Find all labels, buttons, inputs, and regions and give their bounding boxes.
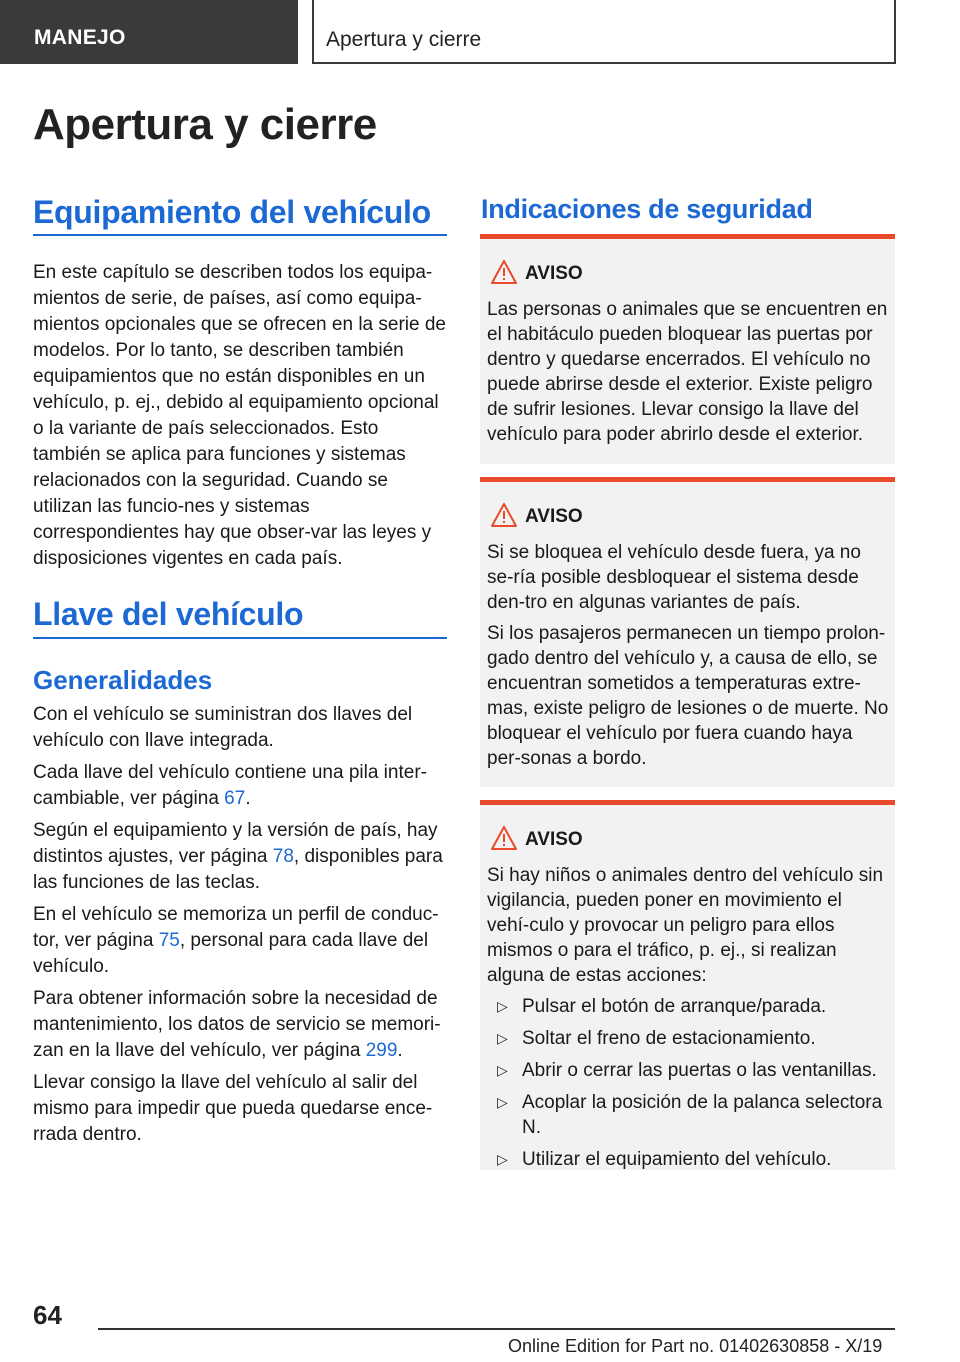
warning-body <box>487 863 889 1179</box>
header-title-label: Apertura y cierre <box>326 28 482 51</box>
warning-box-3 <box>480 800 895 1170</box>
heading-equipment-rule <box>33 234 447 236</box>
warning-body <box>487 297 889 453</box>
heading-safety: Indicaciones de seguridad <box>481 194 813 224</box>
header-section-tab <box>0 0 298 64</box>
key-p2: Cada llave del vehículo contiene una pila inter-cambiable, ver página 67. <box>33 762 427 809</box>
key-p3: Según el equipamiento y la versión de país, hay distintos ajustes, ver página 78, disponibles para las funciones de las teclas. <box>33 820 443 893</box>
heading-key: Llave del vehículo <box>33 596 304 632</box>
heading-general: Generalidades <box>33 665 213 695</box>
triangle-bullet-icon: ▷ <box>497 1030 508 1046</box>
key-p1: Con el vehículo se suministran dos llaves del vehículo con llave integrada. <box>33 704 413 751</box>
warning-text-1: Si se bloquea el vehículo desde fuera, ya no se-ría posible desbloquear el sistema desde den-tro en algunas variantes de país. <box>487 542 861 613</box>
heading-key-rule <box>33 637 447 639</box>
key-p6: Llevar consigo la llave del vehículo al salir del mismo para impedir que pueda quedarse ence-rrada dentro. <box>33 1072 433 1145</box>
footer-edition: Online Edition for Part no. 01402630858 - X/19 <box>508 1336 883 1356</box>
list-item: ▷ Acoplar la posición de la palanca selectora N. <box>497 1092 883 1138</box>
page-link-75[interactable]: 75 <box>158 930 180 951</box>
warning-action-list <box>487 994 889 1172</box>
warning-box-2 <box>480 477 895 787</box>
list-item: ▷ Abrir o cerrar las puertas o las ventanillas. <box>497 1060 877 1081</box>
page-link-78[interactable]: 78 <box>272 846 294 867</box>
warning-title: AVISO <box>525 506 583 527</box>
intro-paragraph <box>33 260 449 578</box>
header-section-label: MANEJO <box>34 26 126 49</box>
key-p4: En el vehículo se memoriza un perfil de conduc-tor, ver página 75, personal para cada llave del vehículo. <box>33 904 439 977</box>
list-item: ▷ Pulsar el botón de arranque/parada. <box>497 996 827 1017</box>
warning-triangle-icon <box>490 825 518 851</box>
intro-text: En este capítulo se describen todos los equipa-mientos de serie, de países, así como equipa-mientos opcionales que se ofrecen en la serie de modelos. Por lo tanto, se describen también equipamientos que no están disponibles en un vehículo, p. ej., debido al equipamiento opcional o la variante de país seleccionados. Esto también se aplica para funciones y sistemas relacionados con la seguridad. Cuando se utilizan las funcio-nes y sistemas correspondientes hay que obser-var las leyes y disposiciones vigentes en cada país. <box>33 262 446 569</box>
page-link-299[interactable]: 299 <box>365 1040 398 1061</box>
warning-triangle-icon <box>490 259 518 285</box>
page-title: Apertura y cierre <box>33 100 377 149</box>
list-item: ▷ Utilizar el equipamiento del vehículo. <box>497 1149 832 1170</box>
list-item: ▷ Soltar el freno de estacionamiento. <box>497 1028 816 1049</box>
header-title-box <box>312 0 896 64</box>
footer-rule <box>98 1328 895 1330</box>
triangle-bullet-icon: ▷ <box>497 998 508 1014</box>
warning-text-2: Si los pasajeros permanecen un tiempo prolon-gado dentro del vehículo y, a causa de ello, se encuentran sometidos a temperaturas extre-mas, existe peligro de lesiones o de muerte. No bloquear el vehículo por fuera cuando haya per-sonas a bordo. <box>487 623 889 769</box>
warning-title: AVISO <box>525 829 583 850</box>
page-link-67[interactable]: 67 <box>224 788 246 809</box>
warning-text: Las personas o animales que se encuentren en el habitáculo pueden bloquear las puertas por dentro y quedarse encerrados. El vehículo no puede abrirse desde el exterior. Existe peligro de sufrir lesiones. Llevar consigo la llave del vehículo para poder abrirlo desde el exterior. <box>487 299 888 445</box>
triangle-bullet-icon: ▷ <box>497 1062 508 1078</box>
triangle-bullet-icon: ▷ <box>497 1094 508 1110</box>
key-p5: Para obtener información sobre la necesidad de mantenimiento, los datos de servicio se memori-zan en la llave del vehículo, ver página 299. <box>33 988 441 1061</box>
warning-triangle-icon <box>490 502 518 528</box>
key-paragraphs <box>33 702 449 1154</box>
triangle-bullet-icon: ▷ <box>497 1151 508 1167</box>
warning-box-1 <box>480 234 895 464</box>
warning-body <box>487 540 889 777</box>
heading-equipment: Equipamiento del vehículo <box>33 194 431 230</box>
page-number: 64 <box>33 1300 62 1330</box>
warning-title: AVISO <box>525 263 583 284</box>
warning-text: Si hay niños o animales dentro del vehículo sin vigilancia, pueden poner en movimiento el vehí-culo y provocar un peligro para ellos mismos o para el tráfico, p. ej., si realizan alguna de estas acciones: <box>487 865 884 986</box>
